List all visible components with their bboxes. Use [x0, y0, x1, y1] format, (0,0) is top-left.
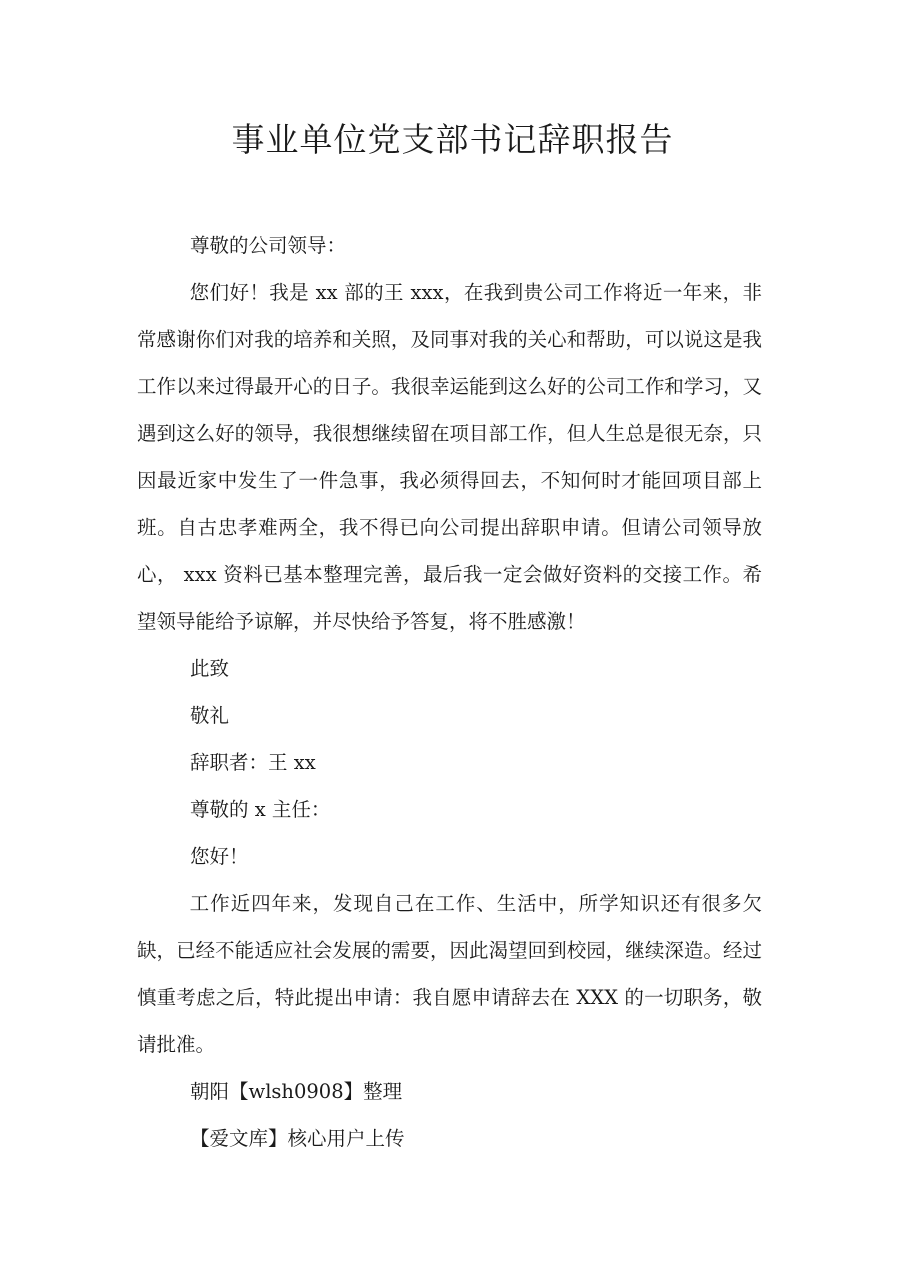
footer-line-2: 【爱文库】核心用户上传 [190, 1127, 405, 1150]
signature: 辞职者：王 xx [190, 751, 316, 774]
footer-line-1: 朝阳【wlsh0908】整理 [190, 1080, 403, 1103]
greeting-2: 您好！ [190, 845, 249, 868]
document-body [137, 222, 762, 1162]
closing-line-1: 此致 [190, 657, 230, 680]
paragraph-1: 您们好！我是 xx 部的王 xxx，在我到贵公司工作将近一年来，非常感谢你们对我的培养和关照，及同事对我的关心和帮助，可以说这是我工作以来过得最开心的日子。我很幸运能到这么好的公司工作和学习，又遇到这么好的领导，我很想继续留在项目部工作，但人生总是很无奈，只因最近家中发生了一件急事，我必须得回去，不知何时才能回项目部上班。自古忠孝难两全，我不得已向公司提出辞职申请。但请公司领导放心， xxx 资料已基本整理完善，最后我一定会做好资料的交接工作。希望领导能给予谅解，并尽快给予答复，将不胜感激！ [137, 281, 762, 633]
paragraph-2: 工作近四年来，发现自己在工作、生活中，所学知识还有很多欠缺，已经不能适应社会发展的需要，因此渴望回到校园，继续深造。经过慎重考虑之后，特此提出申请：我自愿申请辞去在 XXX 的一切职务，敬请批准。 [137, 892, 762, 1056]
salutation: 尊敬的公司领导： [190, 234, 347, 257]
salutation-2: 尊敬的 x 主任： [190, 798, 331, 821]
closing-line-2: 敬礼 [190, 704, 230, 727]
document-title: 事业单位党支部书记辞职报告 [231, 120, 674, 159]
